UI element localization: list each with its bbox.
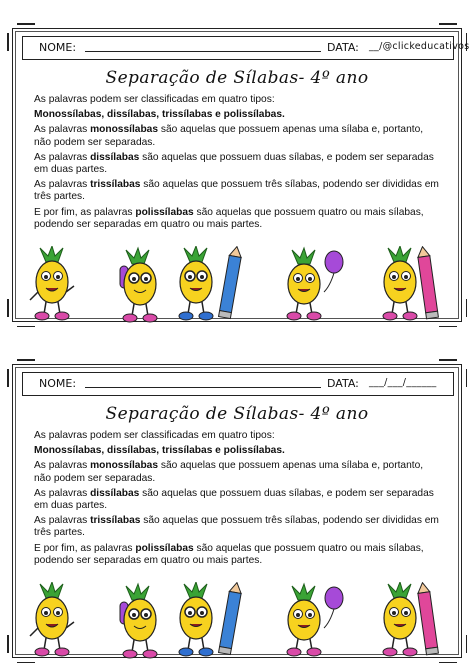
tri-term: trissílabas	[90, 515, 141, 527]
frame-corner-mark	[7, 33, 9, 51]
tri-paragraph	[34, 179, 442, 203]
pineapple-character-icon	[120, 584, 157, 658]
types-list: Monossílabas, dissílabas, trissílabas e polissílabas.	[34, 109, 285, 121]
frame-corner-mark	[439, 326, 457, 328]
intro-paragraph: As palavras podem ser classificadas em quatro tipos:	[34, 430, 275, 441]
frame-corner-mark	[466, 299, 468, 317]
tri-pre: As palavras	[34, 179, 91, 191]
poli-post: são aquelas que possuem quatro ou mais sílabas, podendo ser separadas em quatro ou mais partes.	[34, 542, 424, 566]
di-pre: As palavras	[34, 487, 91, 499]
frame-corner-mark	[7, 635, 9, 653]
date-label: DATA:	[327, 377, 359, 390]
intro-paragraph: As palavras podem ser classificadas em quatro tipos:	[34, 94, 275, 105]
mono-term: monossílabas	[90, 124, 159, 136]
pineapple-character-icon	[30, 246, 74, 320]
pineapple-illustrations	[24, 582, 444, 660]
frame-corner-mark	[17, 23, 35, 25]
poli-pre: E por fim, as palavras	[34, 206, 136, 218]
worksheet-bottom	[0, 344, 474, 672]
page-title: Separação de Sílabas- 4º ano	[105, 68, 369, 88]
di-paragraph	[34, 488, 442, 512]
mono-term: monossílabas	[90, 460, 159, 472]
poli-paragraph	[34, 207, 442, 231]
mono-pre: As palavras	[34, 460, 91, 472]
mono-post: são aquelas que possuem apenas uma sílaba e, portanto, não podem ser separadas.	[34, 124, 424, 148]
date-field[interactable]: __/@clickeducativos	[369, 41, 470, 52]
body-text	[34, 430, 442, 570]
body-text	[34, 94, 442, 234]
frame-corner-mark	[17, 662, 35, 664]
tri-paragraph	[34, 515, 442, 539]
frame-corner-mark	[17, 326, 35, 328]
poli-post: são aquelas que possuem quatro ou mais sílabas, podendo ser separadas em quatro ou mais partes.	[34, 206, 424, 230]
header-box	[22, 372, 454, 396]
pineapple-character-icon	[120, 248, 157, 322]
name-label: NOME:	[39, 41, 77, 54]
poli-paragraph	[34, 543, 442, 567]
types-list: Monossílabas, dissílabas, trissílabas e polissílabas.	[34, 445, 285, 457]
poli-pre: E por fim, as palavras	[34, 542, 136, 554]
frame-corner-mark	[7, 369, 9, 387]
mono-paragraph	[34, 460, 442, 484]
di-post: são aquelas que possuem duas sílabas, e podem ser separadas em duas partes.	[34, 487, 434, 512]
di-term: dissílabas	[90, 487, 140, 499]
frame-corner-mark	[439, 359, 457, 361]
di-pre: As palavras	[34, 151, 91, 163]
pineapple-character-icon	[30, 582, 74, 656]
frame-corner-mark	[17, 359, 35, 361]
types-paragraph	[34, 109, 442, 121]
pineapple-with-balloon-icon	[287, 584, 343, 656]
tri-post: são aquelas que possuem três sílabas, podendo ser divididas em três partes.	[34, 515, 439, 539]
pineapple-with-pencil-icon	[179, 246, 243, 320]
di-term: dissílabas	[90, 151, 140, 163]
pineapple-illustrations	[24, 246, 444, 324]
date-field[interactable]: ___/___/______	[369, 377, 437, 388]
di-post: são aquelas que possuem duas sílabas, e podem ser separadas em duas partes.	[34, 151, 434, 176]
mono-post: são aquelas que possuem apenas uma sílaba e, portanto, não podem ser separadas.	[34, 460, 424, 484]
mono-pre: As palavras	[34, 124, 91, 136]
tri-pre: As palavras	[34, 515, 91, 527]
page-title: Separação de Sílabas- 4º ano	[105, 404, 369, 424]
poli-term: polissílabas	[135, 206, 194, 218]
pineapple-with-pencil-icon	[179, 582, 243, 656]
di-paragraph	[34, 152, 442, 176]
frame-corner-mark	[439, 23, 457, 25]
name-line[interactable]	[85, 387, 321, 388]
header-box	[22, 36, 470, 60]
frame-corner-mark	[7, 299, 9, 317]
worksheet-top	[0, 8, 474, 336]
pineapple-with-pencil-icon	[383, 246, 438, 320]
frame-corner-mark	[439, 662, 457, 664]
frame-corner-mark	[466, 369, 468, 387]
pineapple-with-pencil-icon	[383, 582, 438, 656]
name-line[interactable]	[85, 51, 321, 52]
mono-paragraph	[34, 124, 442, 148]
frame-corner-mark	[466, 635, 468, 653]
pineapple-with-balloon-icon	[287, 248, 343, 320]
date-label: DATA:	[327, 41, 359, 54]
tri-post: são aquelas que possuem três sílabas, podendo ser divididas em três partes.	[34, 179, 439, 203]
tri-term: trissílabas	[90, 179, 141, 191]
poli-term: polissílabas	[135, 542, 194, 554]
types-paragraph	[34, 445, 442, 457]
name-label: NOME:	[39, 377, 77, 390]
